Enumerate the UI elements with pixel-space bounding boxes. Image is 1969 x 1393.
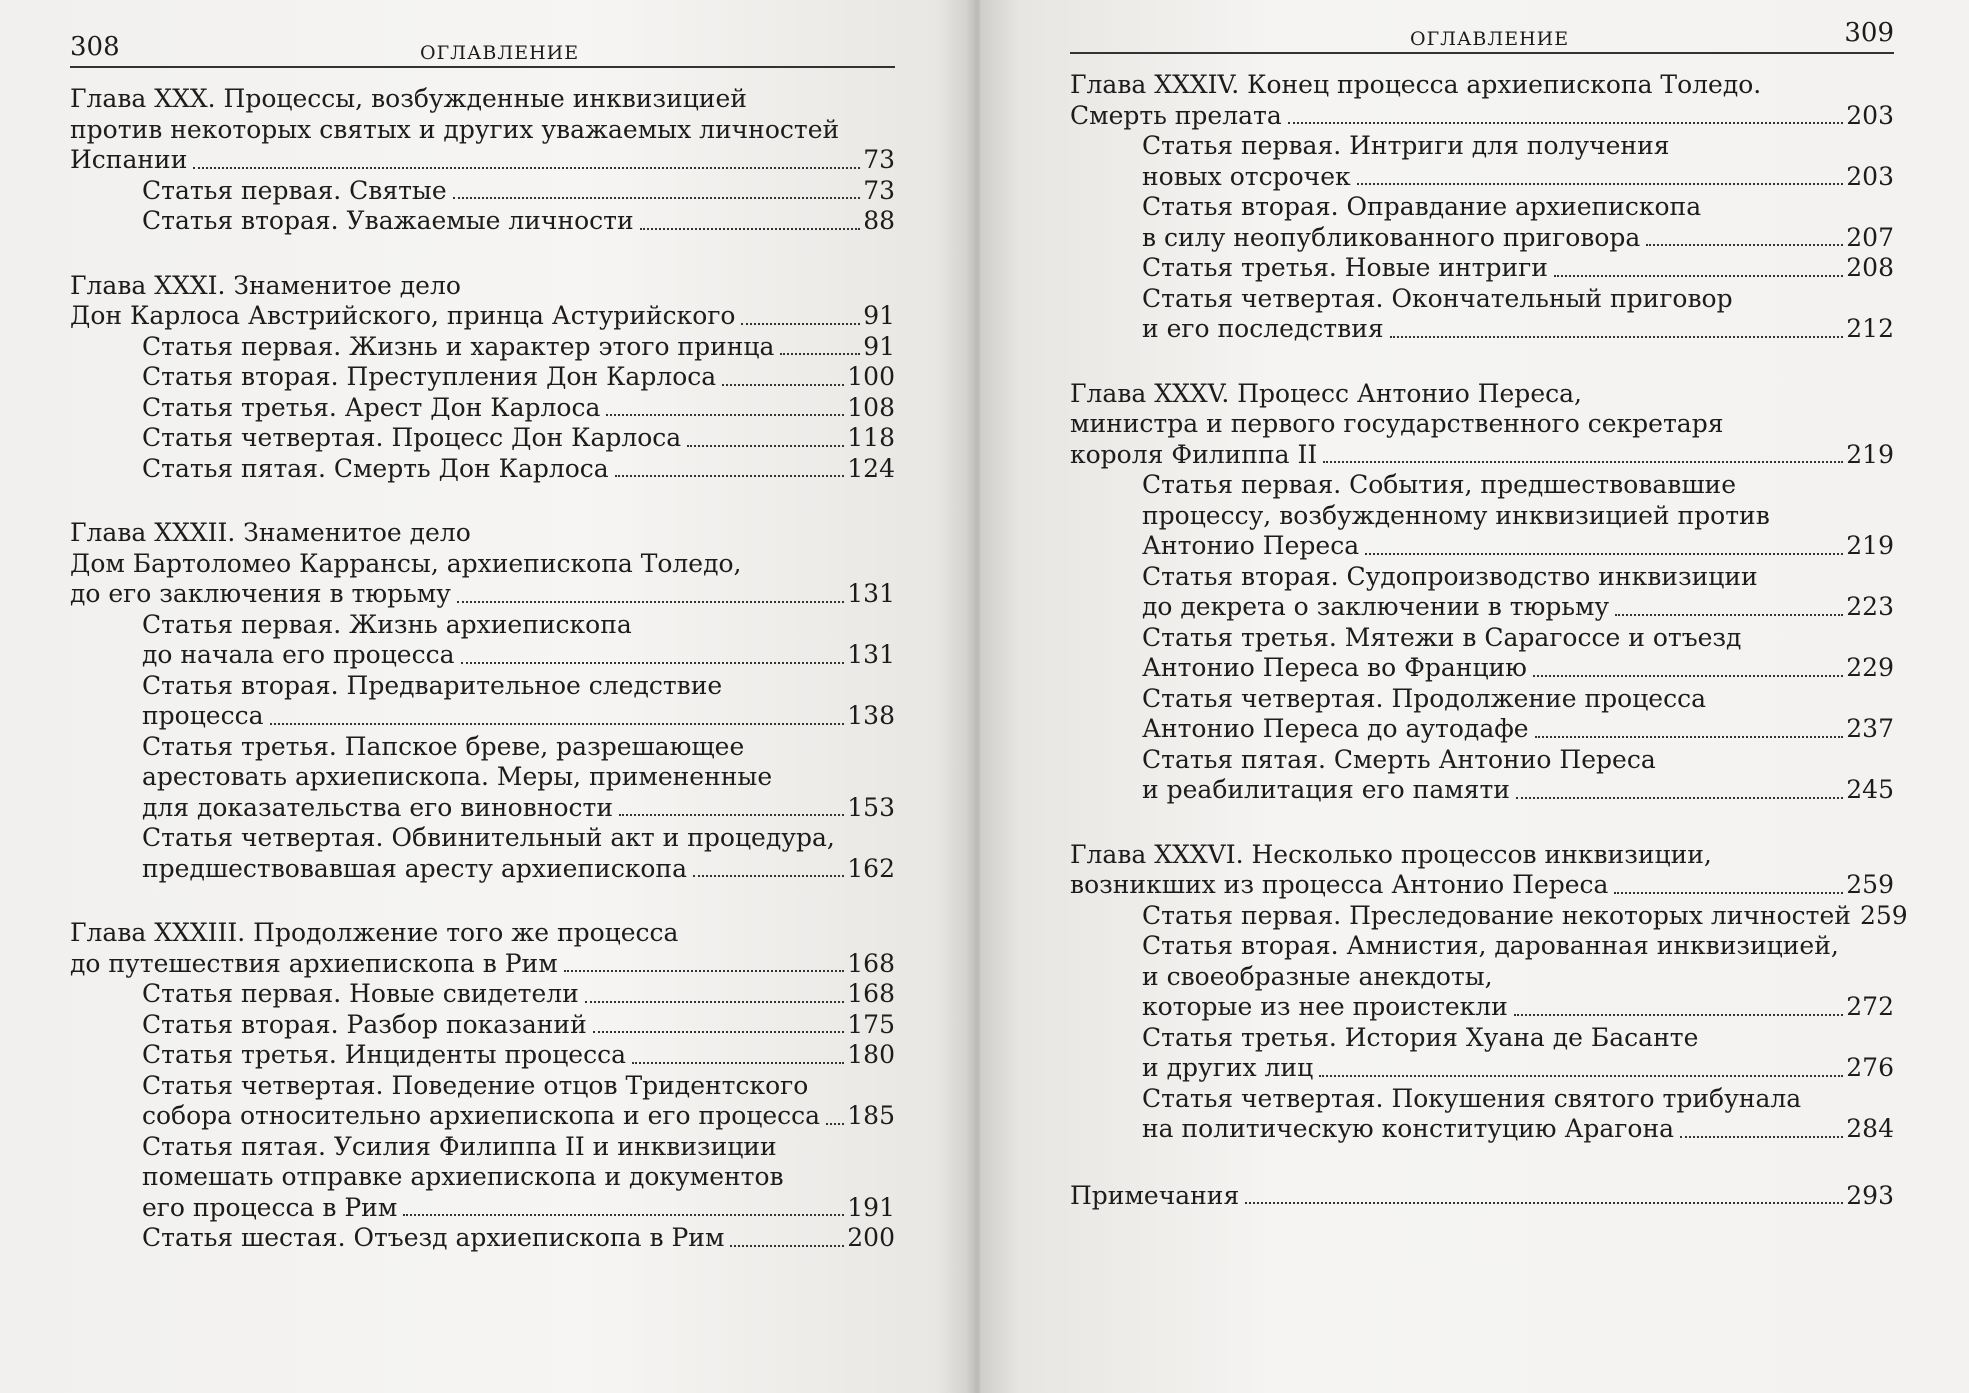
chapter-title-line: Глава XXXVI. Несколько процессов инквизиции, [1070,839,1712,869]
dot-leader [826,1123,844,1125]
dot-leader [1365,553,1843,555]
page-number: 308 [70,32,120,62]
dot-leader [453,197,861,199]
chapter-title-line: министра и первого государственного секретаря [1070,409,1724,438]
toc-chapter [70,84,895,237]
toc-entry-label: Статья третья. Новые интриги [1142,253,1548,282]
toc-page-number: 276 [1846,1053,1894,1082]
toc-page-number: 168 [847,948,895,978]
toc-entry-label: до путешествия архиепископа в Рим [70,948,558,978]
toc-chapter [70,518,895,884]
toc-entry-label: предшествовавшая аресту архиепископа [142,853,687,883]
article-title-line: процессу, возбужденному инквизицией против [1142,500,1770,530]
toc-article-entry[interactable] [1142,1023,1894,1084]
chapter-title-line: против некоторых святых и других уважаемых личностей [70,114,840,144]
toc-article-entry[interactable] [142,823,895,884]
page-header [70,26,895,68]
toc-entry-label: процесса [142,701,264,730]
dot-leader [1614,892,1843,894]
toc-page-number: 185 [847,1101,895,1130]
toc-page-number: 219 [1846,439,1894,469]
toc-chapter [70,271,895,485]
left-page [0,0,975,1393]
article-title-line: Статья вторая. Амнистия, дарованная инквизицией, [1142,931,1839,960]
toc-article-last-line [1142,992,1894,1023]
dot-leader [1319,1075,1843,1077]
toc-chapter-last-line [1070,101,1894,132]
toc-page-number: 131 [847,579,895,608]
toc-chapter [70,918,895,1254]
toc-article-entry[interactable] [1142,684,1894,745]
toc-article-entry[interactable] [142,732,895,824]
toc-page-number: 237 [1846,714,1894,743]
toc-article-last-line [1142,592,1894,623]
article-title-line: Статья четвертая. Продолжение процесса [1142,683,1706,713]
toc-left [70,84,895,1254]
toc-page-number: 203 [1846,100,1894,130]
toc-page-number: 208 [1846,253,1894,282]
article-title-line: Статья пятая. Смерть Антонио Переса [1142,744,1656,774]
page-number: 309 [1844,18,1894,48]
toc-article-entry[interactable] [142,1040,895,1071]
toc-entry-label: до начала его процесса [142,640,455,669]
toc-article-entry[interactable] [142,393,895,424]
toc-entry-label: Статья шестая. Отъезд архиепископа в Рим [142,1223,725,1252]
toc-page-number: 153 [847,792,895,822]
dot-leader [640,228,861,230]
toc-page-number: 131 [847,640,895,669]
toc-article-entry[interactable] [1142,562,1894,623]
toc-entry-label: Статья вторая. Преступления Дон Карлоса [142,362,717,391]
toc-article-entry[interactable] [1142,131,1894,192]
toc-entry-label: Смерть прелата [1070,100,1282,130]
article-title-line: Статья вторая. Оправдание архиепископа [1142,192,1702,221]
toc-entry-label: собора относительно архиепископа и его процесса [142,1101,821,1130]
toc-article-last-line [142,1193,895,1224]
toc-entry-label: Антонио Переса во Францию [1142,653,1527,682]
dot-leader [1323,461,1843,463]
toc-chapter-last-line [1070,870,1894,901]
running-header: ОГЛАВЛЕНИЕ [420,42,580,64]
toc-article-last-line [142,206,895,237]
toc-article-last-line [142,423,895,454]
toc-article-last-line [142,1010,895,1041]
toc-article-last-line [142,1223,895,1254]
toc-entry-label: возникших из процесса Антонио Переса [1070,870,1609,899]
dot-leader [1245,1202,1843,1204]
toc-entry-label: Антонио Переса до аутодафе [1142,714,1529,743]
chapter-title-line: Глава XXXI. Знаменитое дело [70,270,461,300]
toc-entry-label: Примечания [1070,1180,1240,1210]
toc-article-entry[interactable] [1142,931,1894,1023]
toc-chapter [1070,839,1908,1145]
toc-entry-label: Статья третья. Инциденты процесса [142,1040,626,1069]
toc-page-number: 138 [847,701,895,730]
article-title-line: Статья первая. Жизнь архиепископа [142,609,632,639]
toc-article-entry[interactable] [1142,745,1894,806]
article-title-line: Статья четвертая. Покушения святого трибунала [1142,1083,1802,1113]
toc-article-last-line [1142,531,1894,562]
dot-leader [606,414,844,416]
toc-article-last-line [142,362,895,393]
toc-article-last-line [142,793,895,824]
toc-page-number: 229 [1846,653,1894,682]
article-title-line: Статья вторая. Судопроизводство инквизиции [1142,561,1758,591]
toc-article-last-line [1142,653,1894,684]
toc-article-last-line [142,454,895,485]
toc-entry-label: новых отсрочек [1142,161,1351,191]
toc-article-entry[interactable] [1142,1084,1894,1145]
toc-article-last-line [142,640,895,671]
dot-leader [270,723,845,725]
article-title-line: Статья третья. Папское бреве, разрешающее [142,731,745,761]
article-title-line: Статья первая. Интриги для получения [1142,131,1670,160]
toc-chapter [1070,379,1894,806]
toc-article-last-line [142,393,895,424]
toc-article-last-line [142,854,895,885]
dot-leader [193,167,860,169]
dot-leader [632,1062,844,1064]
toc-entry-label: его процесса в Рим [142,1192,398,1222]
chapter-title-line: Глава XXX. Процессы, возбужденные инквизицией [70,84,747,113]
dot-leader [457,601,844,603]
toc-article-entry[interactable] [142,671,895,732]
dot-leader [564,970,845,972]
running-header: ОГЛАВЛЕНИЕ [1410,28,1570,50]
toc-chapter-entry[interactable] [70,918,895,979]
dot-leader [619,814,844,816]
toc-entry-label: Статья первая. Преследование некоторых личностей [1142,900,1851,930]
toc-article-entry[interactable] [142,423,895,454]
toc-article-entry[interactable] [142,454,895,485]
toc-entry-label: которые из нее проистекли [1142,992,1508,1021]
toc-article-entry[interactable] [142,206,895,237]
chapter-title-line: Глава XXXV. Процесс Антонио Переса, [1070,378,1582,408]
article-title-line: Статья пятая. Усилия Филиппа II и инквизиции [142,1131,777,1161]
page-header [1070,12,1894,54]
toc-entry-label: для доказательства его виновности [142,792,614,822]
dot-leader [1646,244,1843,246]
article-title-line: Статья четвертая. Поведение отцов Тридентского [142,1070,809,1100]
toc-entry-label: Статья вторая. Уважаемые личности [142,206,634,235]
toc-entry-label: Испании [70,145,188,174]
toc-article-last-line [1142,253,1894,284]
toc-entry-label: и реабилитация его памяти [1142,775,1510,804]
dot-leader [1554,275,1843,277]
toc-chapter-last-line [70,145,895,176]
article-title-line: арестовать архиепископа. Меры, примененные [142,762,773,791]
toc-page-number: 259 [1846,870,1894,899]
toc-article-entry[interactable] [1142,253,1894,284]
dot-leader [593,1031,845,1033]
toc-article-last-line [142,979,895,1010]
toc-page-number: 200 [847,1223,895,1252]
dot-leader [687,445,844,447]
toc-article-entry[interactable] [142,1223,895,1254]
toc-article-entry[interactable] [142,1010,895,1041]
toc-page-number: 162 [847,853,895,883]
toc-article-entry[interactable] [142,176,895,207]
dot-leader [403,1214,844,1216]
toc-article-last-line [142,1101,895,1132]
dot-leader [1533,675,1843,677]
toc-article-entry[interactable] [1142,900,1908,932]
toc-entry-label: до декрета о заключении в тюрьму [1142,592,1610,621]
toc-entry-label: на политическую конституцию Арагона [1142,1114,1675,1143]
chapter-title-line: Глава XXXIII. Продолжение того же процесса [70,918,679,947]
toc-entry-label: Статья четвертая. Процесс Дон Карлоса [142,423,682,452]
toc-chapter-last-line [1070,440,1894,471]
toc-article-last-line [142,1040,895,1071]
toc-page-number: 180 [847,1040,895,1069]
toc-chapter-last-line [70,949,895,980]
article-title-line: Статья вторая. Предварительное следствие [142,670,723,700]
toc-article-entry[interactable] [142,1132,895,1224]
toc-chapter-entry[interactable] [70,84,895,176]
toc-chapter-last-line [70,579,895,610]
dot-leader [780,353,860,355]
toc-article-last-line [1142,223,1894,254]
dot-leader [1288,122,1844,124]
toc-chapter-entry[interactable] [1070,379,1894,471]
dot-leader [1516,797,1843,799]
toc-page-number: 259 [1859,900,1908,930]
dot-leader [741,323,860,325]
toc-article-entry[interactable] [1142,470,1894,562]
toc-chapter-entry[interactable] [1070,840,1894,901]
dot-leader [615,475,845,477]
toc-article-entry[interactable] [142,979,895,1010]
toc-page-number: 73 [863,145,895,174]
toc-entry-label: до его заключения в тюрьму [70,579,451,608]
article-title-line: Статья первая. События, предшествовавшие [1142,470,1737,499]
toc-chapter-entry[interactable] [1070,70,1894,131]
dot-leader [722,384,844,386]
dot-leader [1535,736,1844,738]
article-title-line: Статья четвертая. Окончательный приговор [1142,283,1733,313]
toc-entry-label: и других лиц [1142,1053,1314,1082]
toc-page-number: 212 [1846,314,1894,343]
toc-article-last-line [142,176,895,207]
toc-page-number: 191 [847,1192,895,1222]
toc-article-entry[interactable] [1142,192,1894,253]
toc-article-last-line [142,701,895,732]
toc-page-number: 168 [847,979,895,1008]
toc-page-number: 91 [863,331,895,361]
toc-page-number: 203 [1846,161,1894,191]
toc-page-number: 272 [1846,992,1894,1021]
toc-entry-notes[interactable] [1070,1181,1894,1212]
toc-entry-label: Статья первая. Новые свидетели [142,979,579,1008]
toc-article-entry[interactable] [142,362,895,393]
toc-page-number: 100 [847,362,895,391]
toc-right [1070,70,1908,1145]
chapter-title-line: Глава XXXIV. Конец процесса архиепископа Толедо. [1070,70,1762,99]
toc-article-last-line [1142,775,1894,806]
toc-page-number: 108 [847,392,895,422]
dot-leader [1357,183,1844,185]
toc-entry-label: Антонио Переса [1142,531,1360,560]
toc-article-entry[interactable] [1142,284,1894,345]
toc-article-last-line [142,332,895,363]
article-title-line: Статья третья. История Хуана де Басанте [1142,1022,1699,1052]
chapter-title-line: Глава XXXII. Знаменитое дело [70,518,471,547]
toc-entry-label: Статья третья. Арест Дон Карлоса [142,392,601,422]
dot-leader [461,662,845,664]
toc-entry-label: Статья первая. Жизнь и характер этого принца [142,331,775,361]
toc-article-entry[interactable] [142,1071,895,1132]
toc-page-number: 124 [847,453,895,483]
toc-entry-label: и его последствия [1142,314,1384,343]
toc-article-last-line [1142,162,1894,193]
toc-page-number: 245 [1846,775,1894,804]
toc-page-number: 223 [1846,592,1894,621]
toc-article-last-line [1142,314,1894,345]
toc-page-number: 219 [1846,531,1894,560]
dot-leader [1514,1014,1843,1016]
toc-entry-label: Статья вторая. Разбор показаний [142,1009,587,1039]
toc-article-last-line [1142,1053,1894,1084]
toc-entry-label: Статья пятая. Смерть Дон Карлоса [142,453,609,483]
toc-chapter [1070,70,1894,345]
article-title-line: и своеобразные анекдоты, [1142,961,1493,991]
toc-entry-label: в силу неопубликованного приговора [1142,222,1641,252]
toc-article-entry[interactable] [142,332,895,363]
dot-leader [1390,336,1844,338]
toc-article-entry[interactable] [1142,623,1894,684]
toc-entry-label: Статья первая. Святые [142,175,447,205]
toc-article-last-line [1142,1114,1894,1145]
chapter-title-line: Дом Бартоломео Каррансы, архиепископа Толедо, [70,548,742,578]
toc-entry-label: короля Филиппа II [1070,439,1318,469]
toc-page-number: 284 [1846,1114,1894,1143]
dot-leader [730,1245,844,1247]
toc-entry-label: Дон Карлоса Австрийского, принца Астурийского [70,301,736,330]
toc-page-number: 293 [1846,1180,1894,1210]
toc-page-number: 118 [847,423,895,452]
article-title-line: Статья третья. Мятежи в Сарагоссе и отъезд [1142,622,1742,652]
toc-page-number: 91 [863,301,895,330]
right-page [980,0,1969,1393]
article-title-line: помешать отправке архиепископа и документов [142,1162,784,1191]
toc-chapter-entry[interactable] [70,518,895,610]
toc-chapter-entry[interactable] [70,271,895,332]
toc-article-last-line [1142,900,1908,932]
dot-leader [1680,1136,1843,1138]
toc-page-number: 88 [863,206,895,235]
dot-leader [585,1001,844,1003]
article-title-line: Статья четвертая. Обвинительный акт и процедура, [142,823,835,852]
dot-leader [693,875,844,877]
toc-article-entry[interactable] [142,610,895,671]
toc-article-last-line [1142,714,1894,745]
toc-page-number: 207 [1846,222,1894,252]
dot-leader [1615,614,1843,616]
toc-page-number: 175 [847,1009,895,1039]
toc-page-number: 73 [863,175,895,205]
toc-chapter-last-line [70,301,895,332]
